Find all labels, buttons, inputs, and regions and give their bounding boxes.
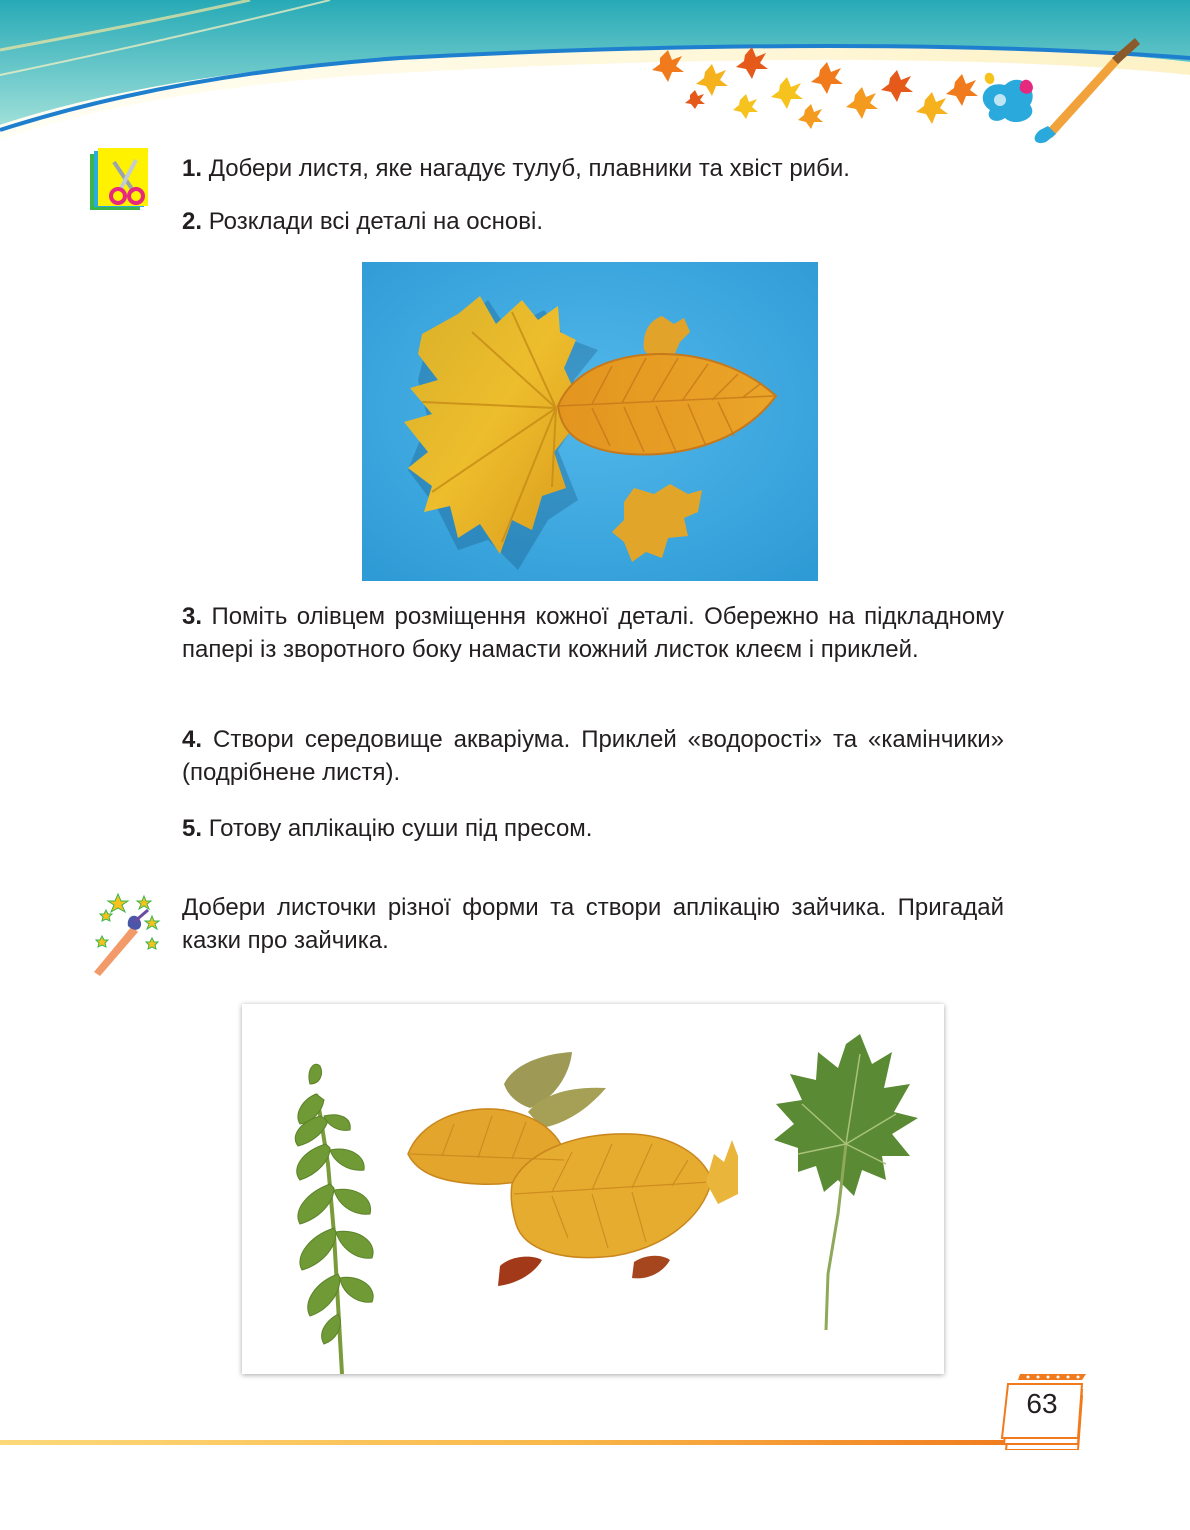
step-2-number: 2. xyxy=(182,208,203,235)
fish-applique-photo xyxy=(362,262,818,581)
footer-line xyxy=(0,1440,1020,1445)
step-3-text: Поміть олівцем розміщення кожної деталі. Обережно на підкладному папері із зворотного боку намасти кожний листок клеєм і приклей. xyxy=(182,603,1004,663)
page-number: 63 xyxy=(1026,1388,1058,1419)
hare-applique-photo xyxy=(242,1004,944,1374)
step-4-number: 4. xyxy=(182,726,203,753)
step-5 xyxy=(182,812,1004,845)
step-3-number: 3. xyxy=(182,603,203,630)
step-1-text: Добери листя, яке нагадує тулуб, плавники та хвіст риби. xyxy=(208,155,850,182)
step-2-text: Розклади всі деталі на основі. xyxy=(208,208,543,235)
step-5-text: Готову аплікацію суши під пресом. xyxy=(208,815,593,842)
header-banner xyxy=(0,0,1190,150)
magic-brush-stars-icon xyxy=(88,892,166,976)
step-3 xyxy=(182,600,1004,666)
step-4 xyxy=(182,723,1004,789)
step-1-number: 1. xyxy=(182,155,203,182)
page-number-box xyxy=(998,1370,1093,1450)
step-5-number: 5. xyxy=(182,815,203,842)
creative-task-text: Добери листочки різної форми та створи аплікацію зайчика. Пригадай казки про зайчика. xyxy=(182,894,1004,954)
scissors-paper-icon xyxy=(88,148,150,214)
step-1 xyxy=(182,152,1004,185)
step-4-text: Створи середовище акваріума. Приклей «водорості» та «камінчики» (подрібнене листя). xyxy=(182,726,1005,786)
step-2 xyxy=(182,205,1004,238)
